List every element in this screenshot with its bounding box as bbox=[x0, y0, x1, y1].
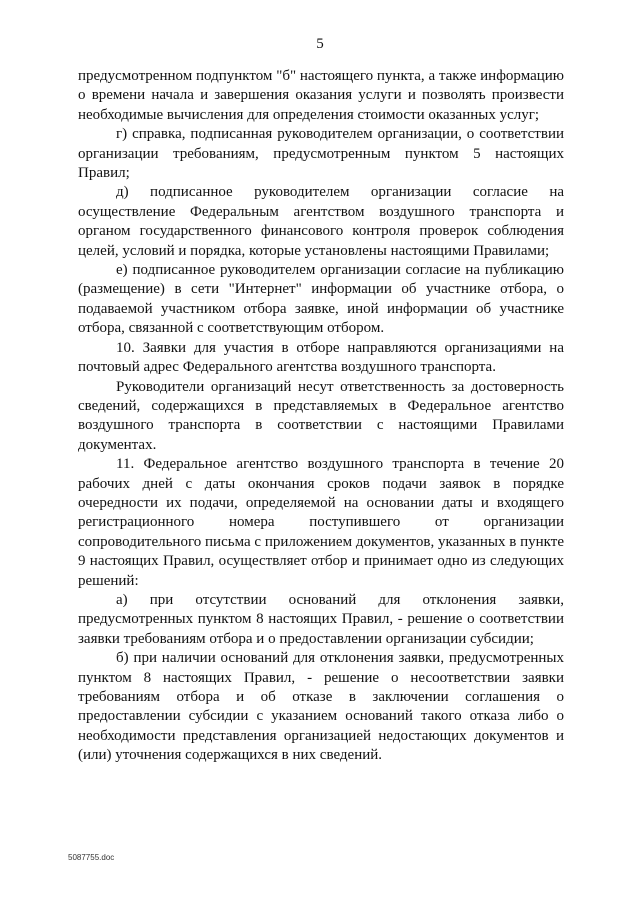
file-code: 5087755.doc bbox=[68, 853, 115, 862]
document-body bbox=[78, 67, 564, 766]
paragraph-item-a: а) при отсутствии оснований для отклонения заявки, предусмотренных пунктом 8 настоящих Правил, - решение о соответствии заявки требованиям отбора и о предоставлении организации субсидии; bbox=[78, 591, 564, 647]
paragraph-item-g: г) справка, подписанная руководителем организации, о соответствии организации требованиям, предусмотренным пунктом 5 настоящих Правил; bbox=[78, 126, 564, 182]
paragraph-continuation: предусмотренном подпунктом "б" настоящего пункта, а также информацию о времени начала и завершения оказания услуги и позволять произвести необходимые вычисления для определения стоимости оказанных услуг; bbox=[78, 68, 564, 123]
page-number: 5 bbox=[316, 36, 324, 52]
paragraph-clause-10: 10. Заявки для участия в отборе направляются организациями на почтовый адрес Федерального агентства воздушного транспорта. bbox=[78, 339, 564, 376]
paragraph-item-d: д) подписанное руководителем организации согласие на осуществление Федеральным агентством воздушного транспорта и органом государственного финансового контроля проверок соблюдения целей, условий и порядка, которые установлены настоящими Правилами; bbox=[78, 184, 564, 259]
paragraph-item-e: е) подписанное руководителем организации согласие на публикацию (размещение) в сети "Интернет" информации об участнике отбора, о подаваемой участником отбора заявке, иной информации об участнике отбора, связанной с соответствующим отбором. bbox=[78, 262, 564, 337]
paragraph-clause-11: 11. Федеральное агентство воздушного транспорта в течение 20 рабочих дней с даты окончания сроков подачи заявок в порядке очередности их подачи, определяемой на основании даты и входящего регистрационного номера поступившего от организации сопроводительного письма с приложением документов, указанных в пункте 9 настоящих Правил, осуществляет отбор и принимает одно из следующих решений: bbox=[78, 456, 564, 589]
paragraph-responsibility: Руководители организаций несут ответственность за достоверность сведений, содержащихся в представляемых в Федеральное агентство воздушного транспорта в соответствии с настоящими Правилами документах. bbox=[78, 378, 564, 453]
paragraph-item-b: б) при наличии оснований для отклонения заявки, предусмотренных пунктом 8 настоящих Правил, - решение о несоответствии заявки требованиям отбора и об отказе в заключении соглашения о предоставлении субсидии с указанием оснований такого отказа либо о необходимости представления организацией недостающих документов и (или) уточнения содержащихся в них сведений. bbox=[78, 650, 564, 764]
